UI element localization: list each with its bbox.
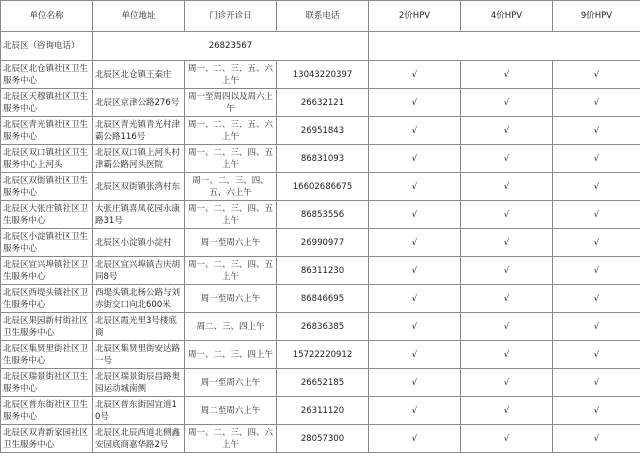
hpv4-mark: √ xyxy=(461,201,553,229)
table-row xyxy=(1,145,640,173)
header-hpv2: 2价HPV xyxy=(369,1,461,32)
clinic-days: 周一、二、三、四、六上午 xyxy=(185,425,277,453)
hpv2-mark: √ xyxy=(369,285,461,313)
contact-phone: 26311120 xyxy=(277,397,369,425)
clinic-days: 周一至周六上午 xyxy=(185,285,277,313)
hpv4-mark: √ xyxy=(461,369,553,397)
unit-name: 北辰区北仓镇社区卫生服务中心 xyxy=(1,61,93,89)
unit-name: 北辰区宜兴埠镇社区卫生服务中心 xyxy=(1,257,93,285)
table-row xyxy=(1,89,640,117)
hpv4-mark: √ xyxy=(461,117,553,145)
hpv2-mark: √ xyxy=(369,369,461,397)
clinic-days: 周一至周六上午 xyxy=(185,369,277,397)
contact-phone: 16602686675 xyxy=(277,173,369,201)
unit-address: 北辰区北仓镇王秦庄 xyxy=(93,61,185,89)
table-row xyxy=(1,397,640,425)
contact-phone: 26836385 xyxy=(277,313,369,341)
unit-address: 北辰区双口镇上河头村津霸公路河头医院 xyxy=(93,145,185,173)
contact-phone: 28057300 xyxy=(277,425,369,453)
contact-phone: 26990977 xyxy=(277,229,369,257)
hpv2-mark: √ xyxy=(369,61,461,89)
hpv4-mark: √ xyxy=(461,341,553,369)
hpv9-mark: √ xyxy=(553,397,640,425)
hpv2-mark: √ xyxy=(369,229,461,257)
hpv9-mark: √ xyxy=(553,89,640,117)
clinic-days: 周一、二、三、四上午 xyxy=(185,341,277,369)
hpv4-mark: √ xyxy=(461,397,553,425)
hpv9-mark: √ xyxy=(553,257,640,285)
hpv2-mark: √ xyxy=(369,313,461,341)
hpv9-mark: √ xyxy=(553,285,640,313)
contact-phone: 26652185 xyxy=(277,369,369,397)
table-row xyxy=(1,61,640,89)
contact-phone: 13043220397 xyxy=(277,61,369,89)
unit-name: 北辰区大张庄镇社区卫生服务中心 xyxy=(1,201,93,229)
district-label: 北辰区（咨询电话） xyxy=(1,32,93,61)
hpv2-mark: √ xyxy=(369,257,461,285)
table-row xyxy=(1,173,640,201)
contact-phone: 86846695 xyxy=(277,285,369,313)
hpv4-mark: √ xyxy=(461,229,553,257)
unit-name: 北辰区天穆镇社区卫生服务中心 xyxy=(1,89,93,117)
header-days: 门诊开诊日 xyxy=(185,1,277,32)
table-row xyxy=(1,313,640,341)
clinic-days: 周一、二、三、四、五上午 xyxy=(185,145,277,173)
unit-name: 北辰区果园新村街社区卫生服务中心 xyxy=(1,313,93,341)
clinic-days: 周二、三、四上午 xyxy=(185,313,277,341)
unit-address: 大张庄镇喜凤花园永康路31号 xyxy=(93,201,185,229)
unit-name: 北辰区双青新家园社区卫生服务中心 xyxy=(1,425,93,453)
contact-phone: 15722220912 xyxy=(277,341,369,369)
table-row xyxy=(1,341,640,369)
hpv9-mark: √ xyxy=(553,229,640,257)
unit-name: 北辰区双街镇社区卫生服务中心 xyxy=(1,173,93,201)
unit-name: 北辰区集贤里街社区卫生服务中心 xyxy=(1,341,93,369)
hpv2-mark: √ xyxy=(369,145,461,173)
clinic-days: 周一、二、三、五、六上午 xyxy=(185,61,277,89)
contact-phone: 86831093 xyxy=(277,145,369,173)
header-row xyxy=(1,1,640,32)
unit-address: 北辰区双街镇张湾村东 xyxy=(93,173,185,201)
hpv2-mark: √ xyxy=(369,173,461,201)
clinic-days: 周二至周六上午 xyxy=(185,397,277,425)
header-address: 单位地址 xyxy=(93,1,185,32)
unit-address: 北辰区集贤里街安达路一号 xyxy=(93,341,185,369)
clinic-days: 周一、二、三、五、六上午 xyxy=(185,117,277,145)
table-row xyxy=(1,257,640,285)
hpv9-mark: √ xyxy=(553,341,640,369)
unit-address: 北辰区普东街园宜道10号 xyxy=(93,397,185,425)
unit-address: 北辰区小淀镇小淀村 xyxy=(93,229,185,257)
hpv9-mark: √ xyxy=(553,61,640,89)
hpv4-mark: √ xyxy=(461,425,553,453)
table-row xyxy=(1,229,640,257)
hpv9-mark: √ xyxy=(553,173,640,201)
hpv9-mark: √ xyxy=(553,369,640,397)
clinic-days: 周一、二、三、四、五上午 xyxy=(185,201,277,229)
hpv4-mark: √ xyxy=(461,285,553,313)
hpv4-mark: √ xyxy=(461,173,553,201)
unit-name: 北辰区普东街社区卫生服务中心 xyxy=(1,397,93,425)
unit-name: 北辰区瑞景街社区卫生服务中心 xyxy=(1,369,93,397)
clinic-days: 周一、二、三、四、五、六上午 xyxy=(185,173,277,201)
unit-address: 北辰区青光镇青光村津霸公路116号 xyxy=(93,117,185,145)
hpv2-mark: √ xyxy=(369,425,461,453)
unit-address: 西堤头镇北杨公路与刘赤街交口向北600米 xyxy=(93,285,185,313)
contact-phone: 86853556 xyxy=(277,201,369,229)
hpv4-mark: √ xyxy=(461,313,553,341)
table-row xyxy=(1,285,640,313)
table-row xyxy=(1,201,640,229)
table-row xyxy=(1,117,640,145)
hpv9-mark: √ xyxy=(553,201,640,229)
hpv4-mark: √ xyxy=(461,257,553,285)
header-phone: 联系电话 xyxy=(277,1,369,32)
hpv9-mark: √ xyxy=(553,145,640,173)
hpv2-mark: √ xyxy=(369,89,461,117)
unit-address: 北辰区京津公路276号 xyxy=(93,89,185,117)
clinic-days: 周一、二、三、四、五上午 xyxy=(185,257,277,285)
header-name: 单位名称 xyxy=(1,1,93,32)
table-row xyxy=(1,369,640,397)
header-hpv4: 4价HPV xyxy=(461,1,553,32)
unit-name: 北辰区西堤头镇社区卫生服务中心 xyxy=(1,285,93,313)
hpv4-mark: √ xyxy=(461,145,553,173)
table-row xyxy=(1,425,640,453)
hpv2-mark: √ xyxy=(369,341,461,369)
hpv2-mark: √ xyxy=(369,201,461,229)
hpv4-mark: √ xyxy=(461,89,553,117)
header-hpv9: 9价HPV xyxy=(553,1,640,32)
contact-phone: 26632121 xyxy=(277,89,369,117)
unit-address: 北辰区霞光里3号楼底商 xyxy=(93,313,185,341)
hpv2-mark: √ xyxy=(369,117,461,145)
hpv9-mark: √ xyxy=(553,313,640,341)
unit-address: 北辰区瑞景街辰昌路奥园运动城南侧 xyxy=(93,369,185,397)
hpv2-mark: √ xyxy=(369,397,461,425)
district-phone: 26823567 xyxy=(93,32,369,61)
district-blank xyxy=(369,32,640,61)
unit-address: 北辰区宜兴埠镇吉庆胡同8号 xyxy=(93,257,185,285)
unit-name: 北辰区双口镇社区卫生服务中心上河头 xyxy=(1,145,93,173)
hpv9-mark: √ xyxy=(553,425,640,453)
contact-phone: 26951843 xyxy=(277,117,369,145)
clinic-days: 周一至周六上午 xyxy=(185,229,277,257)
unit-name: 北辰区小淀镇社区卫生服务中心 xyxy=(1,229,93,257)
hpv9-mark: √ xyxy=(553,117,640,145)
unit-address: 北辰区北辰西道北侧鑫安园底商嘉华路2号 xyxy=(93,425,185,453)
unit-name: 北辰区青光镇社区卫生服务中心 xyxy=(1,117,93,145)
clinic-days: 周一至周四以及周六上午 xyxy=(185,89,277,117)
contact-phone: 86311230 xyxy=(277,257,369,285)
hpv4-mark: √ xyxy=(461,61,553,89)
district-row xyxy=(1,32,640,61)
